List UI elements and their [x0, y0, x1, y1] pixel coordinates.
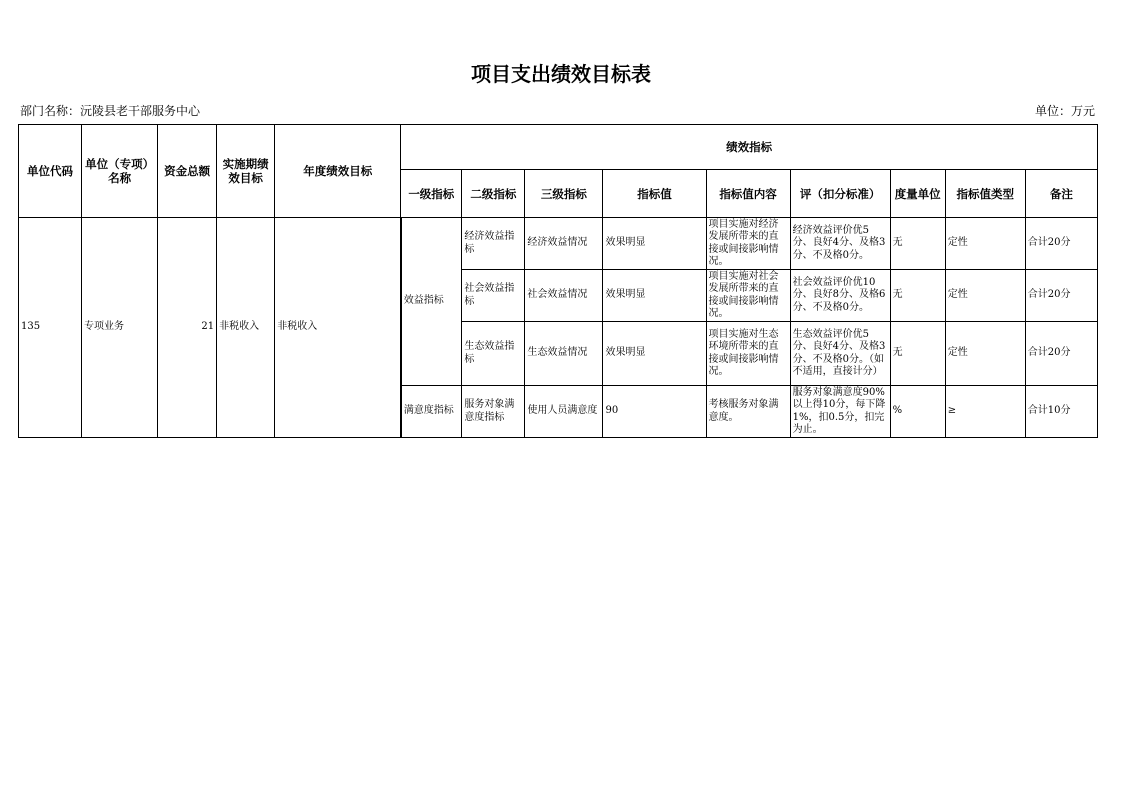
header-unit-name: 单位（专项）名称: [82, 125, 158, 218]
cell-measure-unit: 无: [890, 218, 945, 270]
header-perf-indicators: 绩效指标: [401, 125, 1098, 170]
page-title: 项目支出绩效目标表: [471, 62, 651, 86]
cell-value-content: 项目实施对社会发展所带来的直接或间接影响情况。: [706, 270, 790, 322]
header-annual-target: 年度绩效目标: [275, 125, 401, 218]
cell-measure-unit: 无: [890, 322, 945, 386]
cell-measure-unit: 无: [890, 270, 945, 322]
cell-value-content: 项目实施对生态环境所带来的直接或间接影响情况。: [706, 322, 790, 386]
cell-value: 效果明显: [603, 322, 706, 386]
cell-remark: 合计20分: [1025, 322, 1097, 386]
performance-table: [18, 124, 1098, 438]
cell-scoring: 经济效益评价优5分、良好4分、及格3分、不及格0分。: [790, 218, 890, 270]
cell-level3: 使用人员满意度: [525, 386, 603, 438]
cell-scoring: 社会效益评价优10分、良好8分、及格6分、不及格0分。: [790, 270, 890, 322]
cell-remark: 合计20分: [1025, 270, 1097, 322]
cell-value-type: 定性: [945, 218, 1025, 270]
unit-label: 单位：万元: [1035, 104, 1096, 118]
header-scoring: 评（扣分标准）: [790, 170, 890, 218]
cell-value-type: 定性: [945, 322, 1025, 386]
cell-level2: 社会效益指标: [462, 270, 525, 322]
cell-unit-name: 专项业务: [82, 218, 158, 438]
cell-measure-unit: %: [890, 386, 945, 438]
cell-fund-total: 21: [158, 218, 217, 438]
cell-level2: 服务对象满意度指标: [462, 386, 525, 438]
header-value: 指标值: [603, 170, 706, 218]
header-unit-code: 单位代码: [19, 125, 82, 218]
cell-value: 效果明显: [603, 218, 706, 270]
cell-remark: 合计20分: [1025, 218, 1097, 270]
cell-level3: 生态效益情况: [525, 322, 603, 386]
cell-unit-code: 135: [19, 218, 82, 438]
header-impl-target: 实施期绩效目标: [217, 125, 275, 218]
cell-value: 90: [603, 386, 706, 438]
header-level2: 二级指标: [462, 170, 525, 218]
header-remark: 备注: [1025, 170, 1097, 218]
cell-scoring: 生态效益评价优5分、良好4分、及格3分、不及格0分。（如不适用，直接计分）: [790, 322, 890, 386]
header-value-content: 指标值内容: [706, 170, 790, 218]
cell-level3: 社会效益情况: [525, 270, 603, 322]
cell-level3: 经济效益情况: [525, 218, 603, 270]
header-measure-unit: 度量单位: [890, 170, 945, 218]
cell-value-content: 项目实施对经济发展所带来的直接或间接影响情况。: [706, 218, 790, 270]
cell-annual-target: 非税收入: [275, 218, 401, 438]
cell-value-type: 定性: [945, 270, 1025, 322]
department-name: 部门名称：沅陵县老干部服务中心: [20, 104, 201, 118]
header-level3: 三级指标: [525, 170, 603, 218]
cell-value-type: ≥: [945, 386, 1025, 438]
header-value-type: 指标值类型: [945, 170, 1025, 218]
cell-level1: 满意度指标: [401, 386, 462, 438]
cell-remark: 合计10分: [1025, 386, 1097, 438]
table-row: [19, 218, 1098, 270]
cell-level1: 效益指标: [401, 218, 462, 386]
header-fund-total: 资金总额: [158, 125, 217, 218]
cell-value-content: 考核服务对象满意度。: [706, 386, 790, 438]
cell-level2: 经济效益指标: [462, 218, 525, 270]
cell-impl-target: 非税收入: [217, 218, 275, 438]
header-level1: 一级指标: [401, 170, 462, 218]
cell-value: 效果明显: [603, 270, 706, 322]
cell-scoring: 服务对象满意度90%以上得10分，每下降1%，扣0.5分，扣完为止。: [790, 386, 890, 438]
cell-level2: 生态效益指标: [462, 322, 525, 386]
